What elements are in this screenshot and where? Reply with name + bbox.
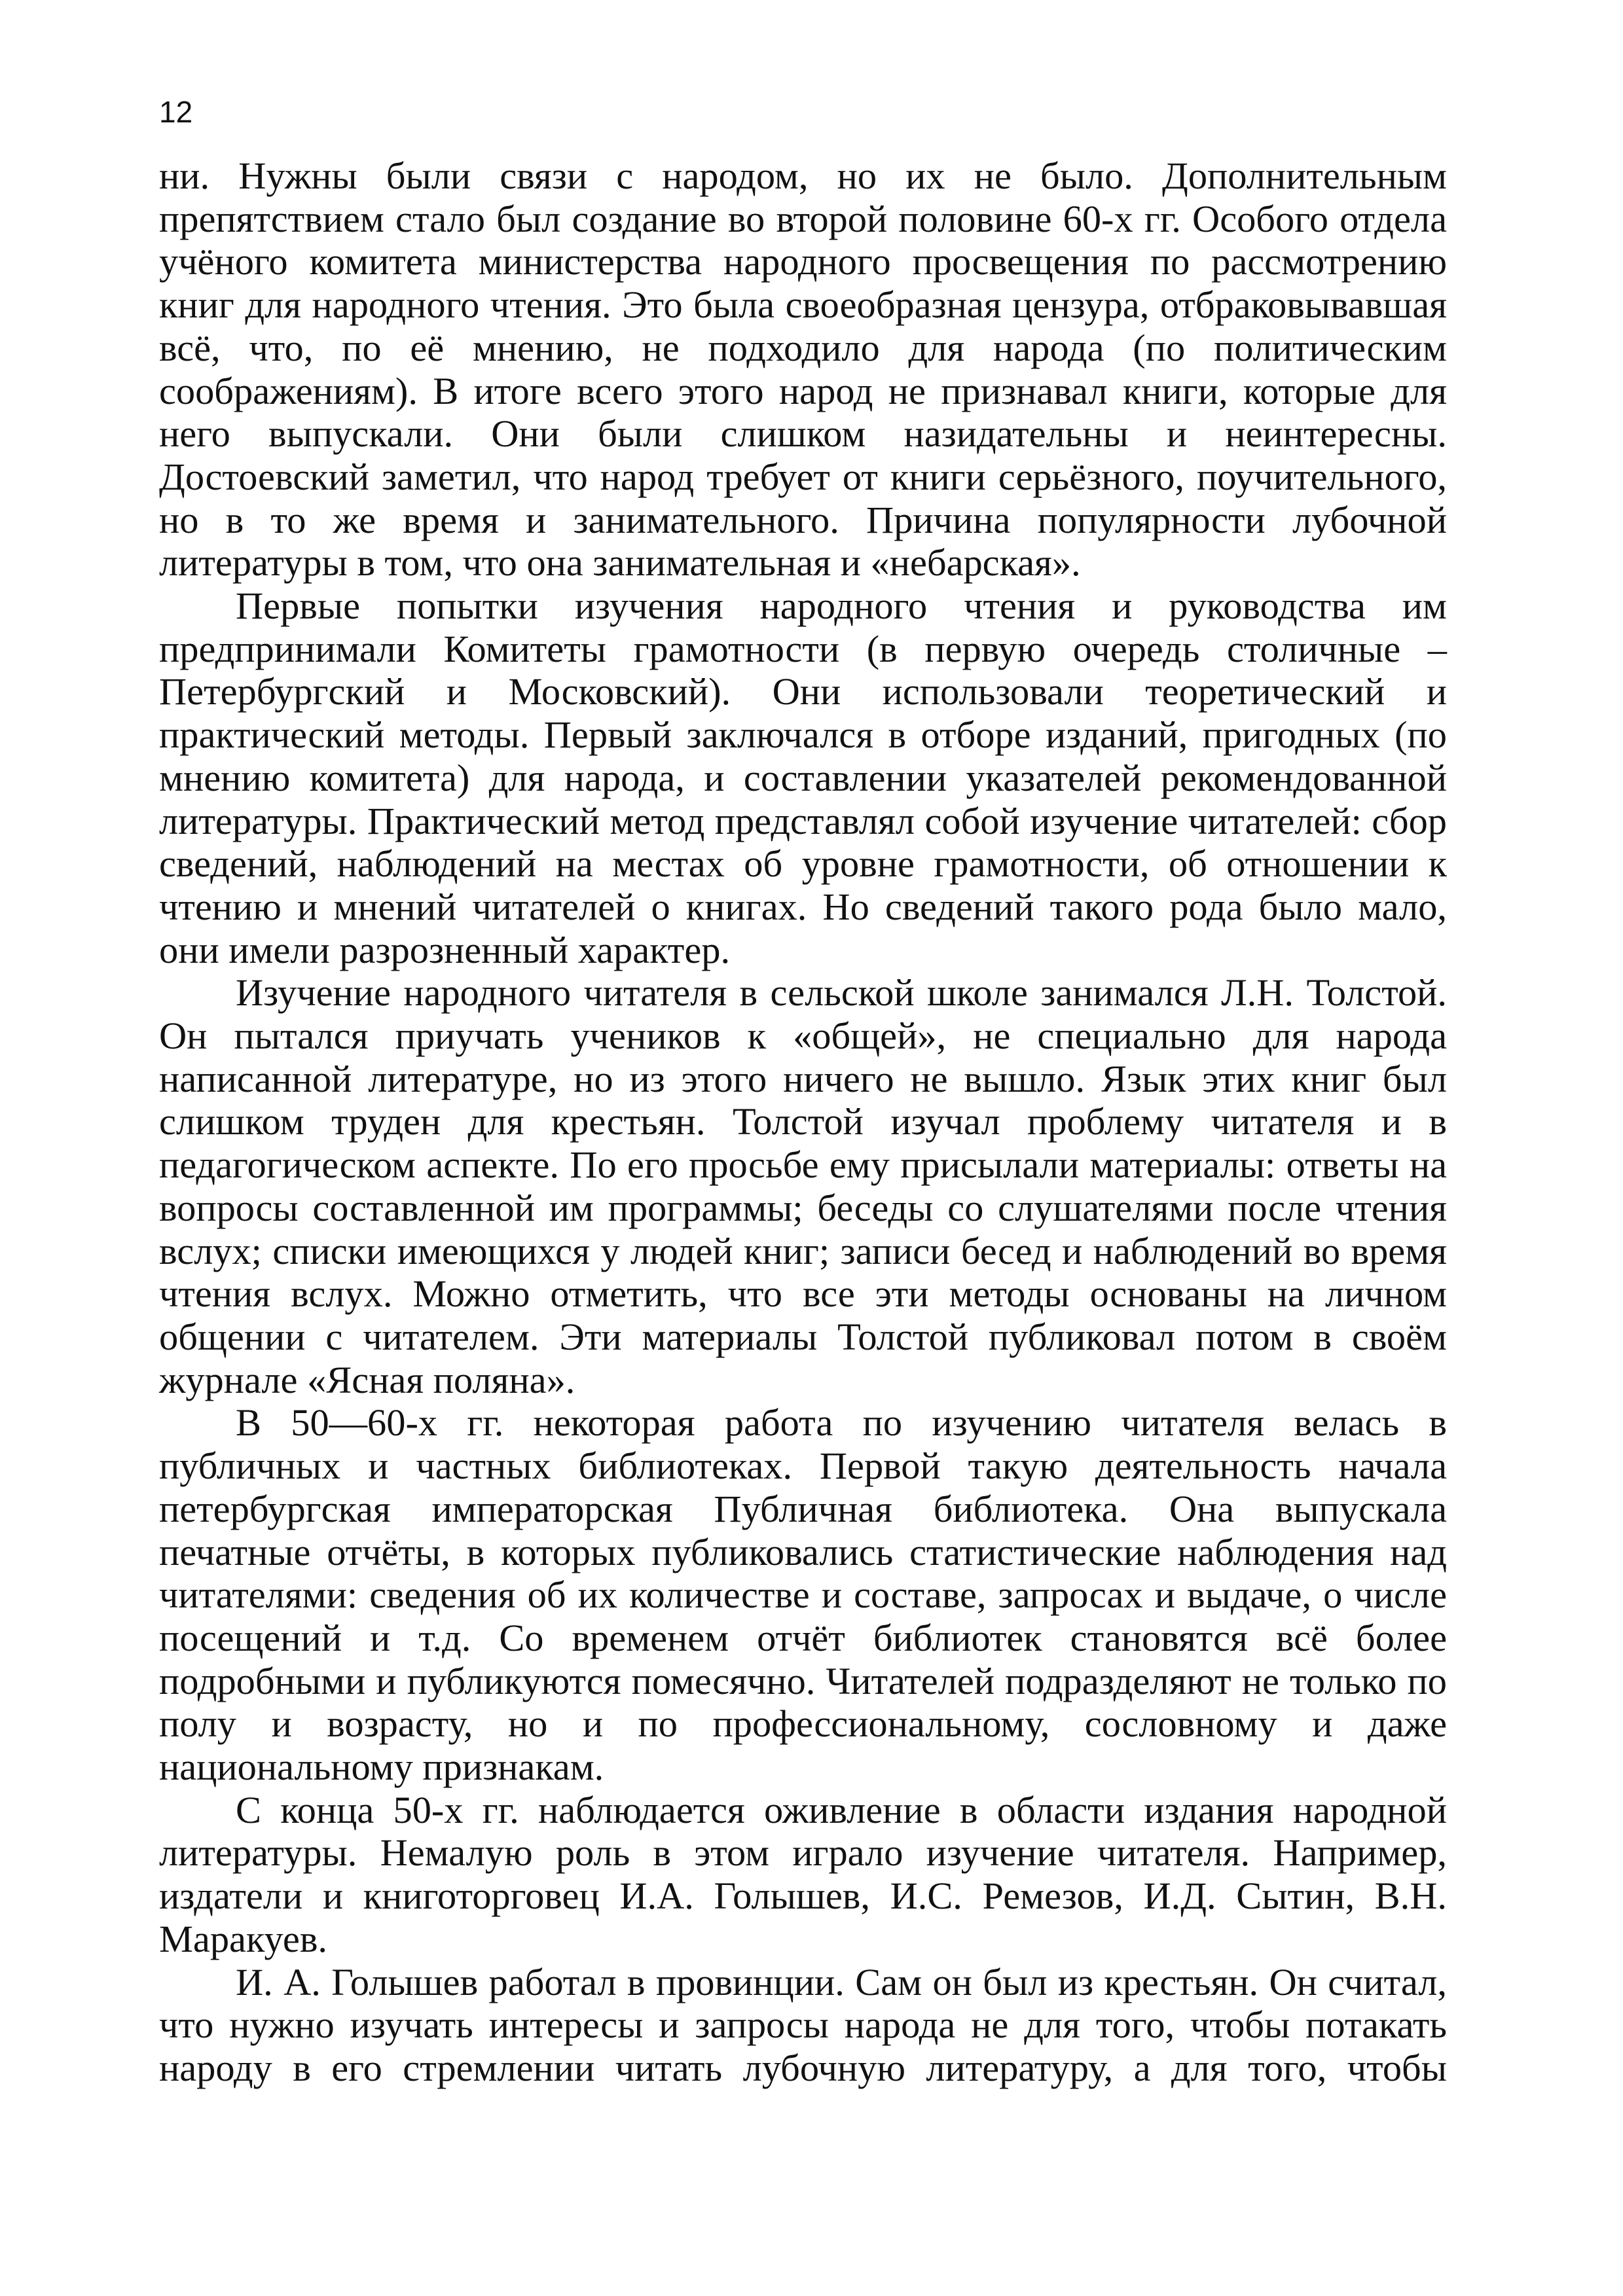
paragraph-tolstoy: Изучение народного читателя в сельской школе занимался Л.Н. Толстой. Он пытался приучать учеников к «общей», не специально для народа написанной литературе, но из этого ничего не вышло. Язык этих книг был слишком труден для крестьян. Толстой изучал проблему читателя и в педагогическом аспекте. По его просьбе ему присылали материалы: ответы на вопросы составленной им программы; беседы со слушателями после чтения вслух; списки имеющихся у людей книг; записи бесед и наблюдений во время чтения вслух. Можно отметить, что все эти методы основаны на личном общении с читателем. Эти материалы Толстой публиковал потом в своём журнале «Ясная поляна». [159, 971, 1447, 1401]
paragraph-publishers: С конца 50-х гг. наблюдается оживление в области издания народной литературы. Немалую роль в этом играло изучение читателя. Например, издатели и книготорговец И.А. Голышев, И.С. Ремезов, И.Д. Сытин, В.Н. Маракуев. [159, 1788, 1447, 1960]
page-number: 12 [159, 95, 193, 129]
paragraph-literacy-committees: Первые попытки изучения народного чтения и руководства им предпринимали Комитеты грамотности (в первую очередь столичные – Петербургский и Московский). Они использовали теоретический и практический методы. Первый заключался в отборе изданий, пригодных (по мнению комитета) для народа, и составлении указателей рекомендованной литературы. Практический метод представлял собой изучение читателей: сбор сведений, наблюдений на местах об уровне грамотности, об отношении к чтению и мнений читателей о книгах. Но сведений такого рода было мало, они имели разрозненный характер. [159, 584, 1447, 971]
paragraph-libraries: В 50—60-х гг. некоторая работа по изучению читателя велась в публичных и частных библиотеках. Первой такую деятельность начала петербургская императорская Публичная библиотека. Она выпускала печатные отчёты, в которых публиковались статистические наблюдения над читателями: сведения об их количестве и составе, запросах и выдаче, о числе посещений и т.д. Со временем отчёт библиотек становятся всё более подробными и публикуются помесячно. Читателей подразделяют не только по полу и возрасту, но и по профессиональному, сословному и даже национальному признакам. [159, 1401, 1447, 1789]
paragraph-continuation: ни. Нужны были связи с народом, но их не было. Дополнительным препятствием стало был создание во второй половине 60-х гг. Особого отдела учёного комитета министерства народного просвещения по рассмотрению книг для народного чтения. Это была своеобразная цензура, отбраковывавшая всё, что, по её мнению, не подходило для народа (по политическим соображениям). В итоге всего этого народ не признавал книги, которые для него выпускали. Они были слишком назидательны и неинтересны. Достоевский заметил, что народ требует от книги серьёзного, поучительного, но в то же время и занимательного. Причина популярности лубочной литературы в том, что она занимательная и «небарская». [159, 154, 1447, 584]
body-text [159, 154, 1447, 2090]
paragraph-golyshev: И. А. Голышев работал в провинции. Сам он был из крестьян. Он считал, что нужно изучать интересы и запросы народа не для того, чтобы потакать народу в его стремлении читать лубочную литературу, а для того, чтобы [159, 1960, 1447, 2089]
